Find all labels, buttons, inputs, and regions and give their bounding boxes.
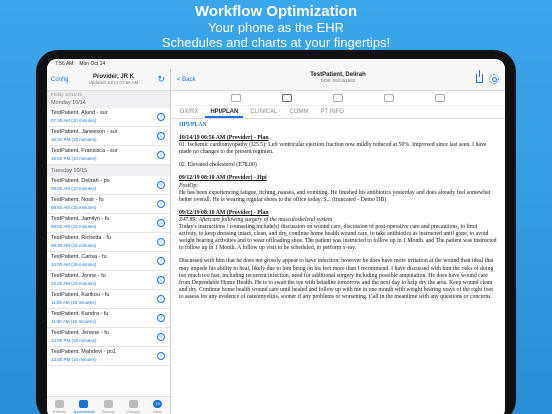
status-bar [47,59,505,69]
segment-tab[interactable]: DX/RX [180,109,199,115]
history-icon[interactable] [435,94,445,102]
info-icon[interactable]: i [157,352,165,360]
appointment-time: 10:00 AM (15 minutes) [51,262,97,267]
provider-info [71,74,156,85]
appointment-time: 15:30 PM (10 minutes) [51,137,97,142]
appointment-time: 11:00 AM (15 minutes) [51,300,96,305]
appointments-icon [79,400,88,408]
segment-tab[interactable]: HPI/PLAN [205,106,243,118]
note-entry [179,210,497,301]
appointment-row[interactable] [47,328,170,347]
appointment-list[interactable] [47,91,170,396]
app-screen [47,59,505,414]
status-date: Mon Oct 14 [79,61,106,67]
appointment-row[interactable] [47,290,170,309]
appointment-row[interactable] [47,195,170,214]
appointment-row[interactable] [47,127,170,146]
schedule-pane [47,69,171,414]
note-text: Today's instructions / counseling include(s) discussion on wound care, discussion of post-operative care and precautions, to limit activity, to keep dressing intact, clean, and dry, continue home health wound care, to take antibiotics as instructed until gone, to avoid weight bearing activities and to wear offloading shoe. The patient was instructed to follow up in 1 Month. and The patient was instructed to follow up in 1 Month. A follow up visit to be scheduled, to perform x-ray. [179,224,497,252]
previous-date-label: Friday 10/11/19 [47,91,170,97]
edit-note-icon[interactable] [231,94,241,102]
note-entry [179,135,497,169]
appointment-time: 08:00 AM (10 minutes) [51,186,97,191]
appointment-row[interactable] [47,271,170,290]
chart-header [171,69,505,91]
inbox-badge: 10 [153,400,162,408]
note-header: 09/12/19 08:10 AM (Provider) - Plan [179,209,269,216]
appointment-patient: TestPatient, Jonne - fu [51,273,106,279]
section-title: HPI/PLAN [179,122,207,128]
appointment-patient: TestPatient, Janeeson - sur [51,129,118,135]
info-icon[interactable]: i [157,151,165,159]
note-text: 01. Ischemic cardiomyopathy (I25.5): Left ventricular ejection fraction now mildly reduced at 50%. Improved since last seen. I have made no changes to the present regimen. [179,142,487,156]
appointment-time: 08:30 AM (15 minutes) [51,205,97,210]
appointment-time: 07:30 AM (10 minutes) [51,118,97,123]
patient-dob: DOB: 05/04/1982 [320,78,356,83]
tab-label: Records [101,410,115,414]
tab-label: Changes [126,410,141,414]
tab-records[interactable] [96,397,121,414]
appointment-row[interactable] [47,146,170,165]
info-icon[interactable]: i [157,314,165,322]
schedule-header [47,69,170,91]
note-subheading: PostOp: [179,182,199,189]
appointment-time: 15:50 PM (10 minutes) [51,156,97,161]
day-header: Tuesday 10/15 [47,165,170,176]
day-header: Monday 10/14 [47,97,170,108]
bottom-tab-bar [47,396,170,414]
note-header: 09/12/19 08:10 AM (Provider) - Hpi [179,175,267,182]
banner-line-2: Schedules and charts at your fingertips! [161,35,391,50]
tab-patients[interactable] [47,397,72,414]
status-time: 7:56 AM [55,61,74,67]
chart-content[interactable] [171,119,505,310]
tab-label: Inbox [153,410,162,414]
banner-line-1: Your phone as the EHR [207,20,345,35]
appointment-time: 09:30 AM (15 minutes) [51,243,97,248]
tablet-frame [36,50,516,414]
appointment-row[interactable] [47,214,170,233]
changes-icon [129,400,138,408]
photo-icon[interactable] [333,94,343,102]
chart-pane [171,69,505,414]
appointment-patient: TestPatient, Jamilyn - fu [51,216,110,222]
info-icon[interactable]: i [157,276,165,284]
note-entry [179,175,497,203]
tab-label: Patients [52,410,66,414]
config-button[interactable]: Config [51,76,69,83]
refresh-icon[interactable]: ↻ [157,74,165,84]
info-icon[interactable]: i [157,295,165,303]
share-icon[interactable] [476,74,483,83]
back-button[interactable]: < Back [177,76,196,83]
banner [0,4,552,50]
note-text: 02. Elevated cholesterol (E78.00) [179,162,257,169]
appointment-row[interactable] [47,233,170,252]
note-text: Discussed with him that he does not grossly appear to have infection; however he does have more irritation at the wound than ideal that may impede his ability to heal, likely due to him being on his feet more than I recommend. I have discussed with him the risks of doing too much too fast, including recurrent infection, need for additional surgery including possible amputation. He does have wound care from Dependable Home Health. He is to swab the toe with betadine tomorrow and the next day to help dry the area. Keep wound clean and dry. Continue home health wound care until healed and follow up with me in one month with weight bearing xrays of the right foot to assess for any evidence of osteomyelitis, sooner if any problems or worsening. Call in the meantime with any questions or concerns. [179,258,494,300]
segment-tab[interactable]: COMM [289,109,309,115]
appointment-time: 10:30 AM (15 minutes) [51,281,97,286]
appointment-patient: TestPatient, Delirah - po [51,178,110,184]
appointment-time: 13:30 PM (10 minutes) [51,357,97,362]
appointment-time: 11:30 AM (15 minutes) [51,319,96,324]
appointment-row[interactable] [47,347,170,366]
appointment-patient: TestPatient, Karikou - fu [51,292,110,298]
appointment-patient: TestPatient, Aland - sur [51,110,108,116]
document-icon[interactable] [282,94,292,102]
patients-icon [55,400,64,408]
info-icon[interactable]: i [157,181,165,189]
info-icon[interactable]: i [157,219,165,227]
appointment-patient: TestPatient, Kandra - fu [51,311,109,317]
info-icon[interactable]: i [157,257,165,265]
tab-inbox[interactable] [145,397,170,414]
tab-changes[interactable] [121,397,146,414]
info-icon[interactable]: i [157,238,165,246]
provider-name: Provider, JR K [92,74,134,80]
appointment-time: 13:00 PM (15 minutes) [51,338,97,343]
segment-tab[interactable]: CLINICAL [250,109,278,115]
appointment-time: 09:00 AM (15 minutes) [51,224,97,229]
info-icon[interactable]: i [157,200,165,208]
appointment-row[interactable] [47,252,170,271]
info-icon[interactable]: i [157,132,165,140]
appointment-patient: TestPatient, Fransisca - sur [51,148,118,154]
appointment-patient: TestPatient, Nosir - fu [51,197,104,203]
appointment-patient: TestPatient, Mahdevi - po1 [51,349,117,355]
info-icon[interactable]: i [157,113,165,121]
tab-label: Appointments [73,410,95,414]
banner-title: Workflow Optimization [194,3,358,20]
note-header: 10/14/19 06:56 AM (Provider) - Plan [179,135,269,142]
note-subheading: Z47.89: Aftercare following surgery of the musculoskeletal system [179,216,333,223]
gear-icon[interactable] [489,74,499,84]
appointment-patient: TestPatient, Richetta - fu [51,235,111,241]
patient-name: TestPatient, Delirah [310,72,366,78]
appointment-patient: TestPatient, Carisa - fu [51,254,107,260]
lock-icon[interactable] [384,94,394,102]
patient-info [171,72,505,83]
note-text: He has been experiencing fatigue, itching, nausea, and vomiting. He finished his antibiotics yesterday and does already feel somewhat better overall. He is wearing regular shoes to the office today. S... (truncated - Demo DB) [179,189,491,203]
tab-appointments[interactable] [72,397,97,414]
chart-toolbar [171,91,505,106]
info-icon[interactable]: i [157,333,165,341]
appointment-row[interactable] [47,309,170,328]
updated-timestamp: Updated 10/14 07:56 AM [88,80,139,85]
records-icon [104,400,113,408]
appointment-row[interactable] [47,108,170,127]
chart-segment-tabs [171,106,505,119]
appointment-row[interactable] [47,176,170,195]
segment-tab[interactable]: PT INFO [320,109,344,115]
appointment-patient: TestPatient, Jenene - fu [51,330,109,336]
